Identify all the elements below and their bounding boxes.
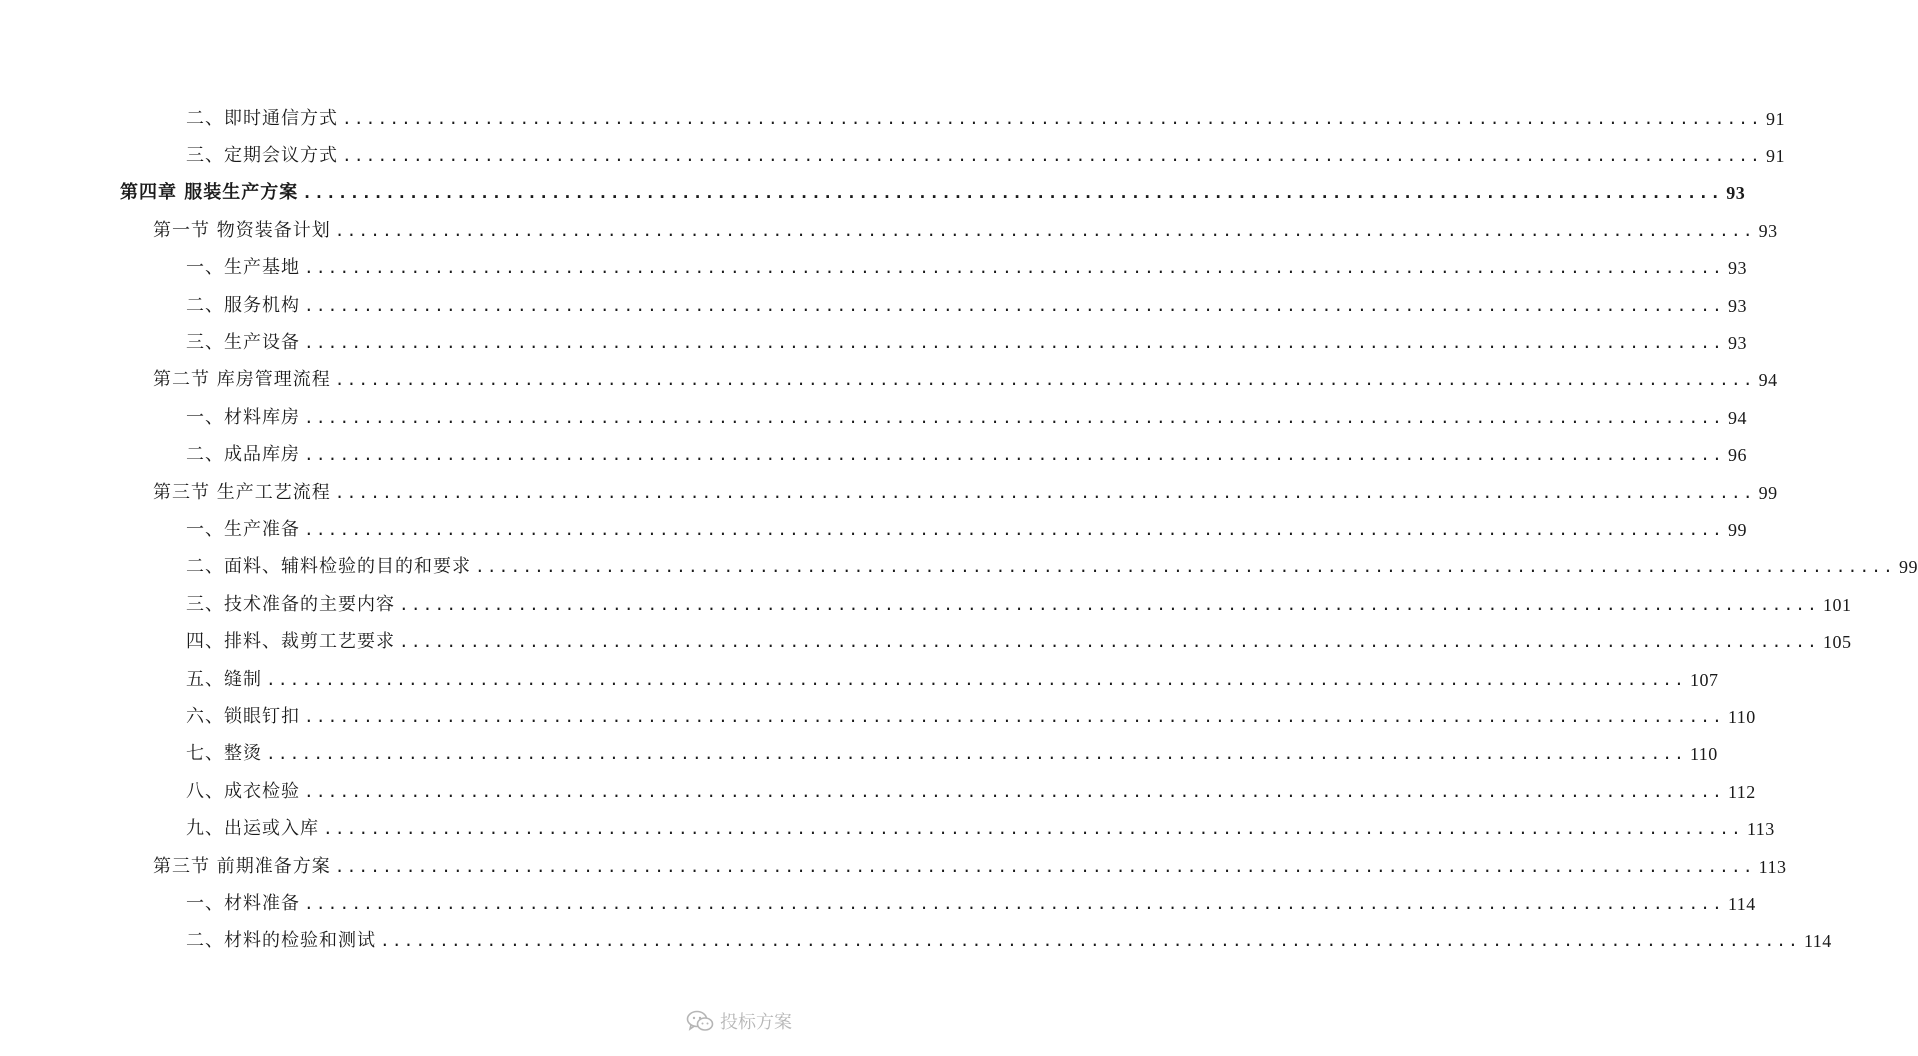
toc-entry-label: 第二节 库房管理流程: [153, 369, 331, 391]
toc-entry-label: 七、整烫: [186, 743, 262, 765]
dot-leader: ........................................................................................................................: [302, 183, 1723, 203]
toc-entry-page-number: 91: [1765, 108, 1785, 129]
dot-leader: ........................................................................................................................: [304, 893, 1724, 913]
toc-entry-page-number: 113: [1746, 819, 1775, 840]
dot-leader: ........................................................................................................................: [304, 333, 1724, 353]
dot-leader: ........................................................................................................................: [334, 220, 1755, 240]
toc-entry-page-number: 101: [1822, 594, 1852, 615]
toc-entry-item[interactable]: [186, 137, 1785, 174]
dot-leader: ........................................................................................................................: [323, 819, 1743, 839]
toc-entry-label: 一、生产准备: [186, 518, 300, 540]
dot-leader: ........................................................................................................................: [334, 370, 1755, 390]
dot-leader: ........................................................................................................................: [399, 594, 1819, 614]
toc-entry-item[interactable]: [186, 549, 1918, 586]
toc-entry-label: 六、锁眼钉扣: [186, 705, 300, 727]
toc-entry-item[interactable]: [186, 736, 1718, 773]
toc-entry-label: 三、技术准备的主要内容: [186, 593, 395, 615]
toc-entry-label: 一、生产基地: [186, 257, 300, 279]
toc-entry-label: 一、材料准备: [186, 892, 300, 914]
toc-entry-page-number: 110: [1689, 744, 1718, 765]
watermark-text: 投标方案: [720, 1012, 792, 1033]
toc-entry-item[interactable]: [186, 885, 1756, 922]
toc-entry-label: 五、缝制: [186, 668, 262, 690]
dot-leader: ........................................................................................................................: [304, 445, 1724, 465]
dot-leader: ........................................................................................................................: [266, 744, 1686, 764]
toc-entry-section[interactable]: [153, 848, 1787, 885]
toc-entry-item[interactable]: [186, 250, 1747, 287]
toc-entry-section[interactable]: [153, 474, 1778, 511]
toc-entry-item[interactable]: [186, 437, 1747, 474]
toc-entry-label: 四、排料、裁剪工艺要求: [186, 631, 395, 653]
watermark: [686, 1008, 792, 1034]
toc-entry-page-number: 99: [1758, 482, 1778, 503]
toc-entry-item[interactable]: [186, 287, 1747, 324]
toc-entry-page-number: 94: [1727, 407, 1747, 428]
toc-entry-chapter[interactable]: [120, 175, 1746, 212]
toc-entry-label: 九、出运或入库: [186, 818, 319, 840]
toc-entry-item[interactable]: [186, 623, 1852, 660]
toc-entry-section[interactable]: [153, 212, 1778, 249]
toc-entry-item[interactable]: [186, 698, 1756, 735]
toc-entry-page-number: 94: [1758, 370, 1778, 391]
toc-entry-page-number: 105: [1822, 632, 1852, 653]
dot-leader: ........................................................................................................................: [399, 632, 1819, 652]
dot-leader: ........................................................................................................................: [334, 856, 1755, 876]
toc-entry-label: 二、面料、辅料检验的目的和要求: [186, 556, 471, 578]
dot-leader: ........................................................................................................................: [266, 669, 1686, 689]
toc-entry-label: 二、成品库房: [186, 444, 300, 466]
toc-entry-label: 八、成衣检验: [186, 780, 300, 802]
toc-entry-page-number: 96: [1727, 445, 1747, 466]
toc-entry-label: 一、材料库房: [186, 406, 300, 428]
dot-leader: ........................................................................................................................: [304, 258, 1724, 278]
toc-entry-page-number: 112: [1727, 781, 1756, 802]
dot-leader: ........................................................................................................................: [380, 931, 1800, 951]
toc-entry-page-number: 93: [1726, 183, 1746, 204]
toc-entry-page-number: 93: [1758, 220, 1778, 241]
toc-entry-page-number: 93: [1727, 333, 1747, 354]
wechat-icon: [686, 1010, 714, 1032]
toc-entry-page-number: 113: [1758, 856, 1787, 877]
toc-entry-label: 三、生产设备: [186, 332, 300, 354]
toc-entry-page-number: 91: [1765, 146, 1785, 167]
toc-entry-page-number: 93: [1727, 295, 1747, 316]
toc-entry-label: 第一节 物资装备计划: [153, 219, 331, 241]
dot-leader: ........................................................................................................................: [304, 706, 1724, 726]
dot-leader: ........................................................................................................................: [342, 108, 1762, 128]
toc-entry-label: 二、即时通信方式: [186, 107, 338, 129]
toc-entry-item[interactable]: [186, 810, 1775, 847]
table-of-contents: [0, 100, 1918, 960]
toc-entry-page-number: 114: [1803, 931, 1832, 952]
toc-entry-label: 第三节 生产工艺流程: [153, 481, 331, 503]
toc-entry-item[interactable]: [186, 773, 1756, 810]
dot-leader: ........................................................................................................................: [304, 295, 1724, 315]
dot-leader: ........................................................................................................................: [475, 557, 1895, 577]
toc-entry-label: 二、服务机构: [186, 294, 300, 316]
dot-leader: ........................................................................................................................: [304, 519, 1724, 539]
toc-entry-page-number: 99: [1727, 519, 1747, 540]
toc-entry-item[interactable]: [186, 661, 1719, 698]
toc-entry-item[interactable]: [186, 586, 1852, 623]
toc-entry-label: 二、材料的检验和测试: [186, 930, 376, 952]
toc-entry-item[interactable]: [186, 324, 1747, 361]
dot-leader: ........................................................................................................................: [304, 781, 1724, 801]
toc-entry-page-number: 110: [1727, 706, 1756, 727]
dot-leader: ........................................................................................................................: [334, 482, 1755, 502]
toc-entry-item[interactable]: [186, 100, 1785, 137]
dot-leader: ........................................................................................................................: [304, 407, 1724, 427]
toc-entry-page-number: 99: [1898, 557, 1918, 578]
dot-leader: ........................................................................................................................: [342, 146, 1762, 166]
toc-entry-item[interactable]: [186, 399, 1747, 436]
toc-entry-item[interactable]: [186, 511, 1747, 548]
toc-entry-page-number: 107: [1689, 669, 1719, 690]
toc-entry-page-number: 114: [1727, 893, 1756, 914]
toc-entry-section[interactable]: [153, 362, 1778, 399]
toc-entry-page-number: 93: [1727, 258, 1747, 279]
toc-entry-label: 第三节 前期准备方案: [153, 855, 331, 877]
toc-entry-label: 第四章 服装生产方案: [120, 182, 299, 204]
toc-entry-label: 三、定期会议方式: [186, 145, 338, 167]
toc-entry-item[interactable]: [186, 923, 1832, 960]
